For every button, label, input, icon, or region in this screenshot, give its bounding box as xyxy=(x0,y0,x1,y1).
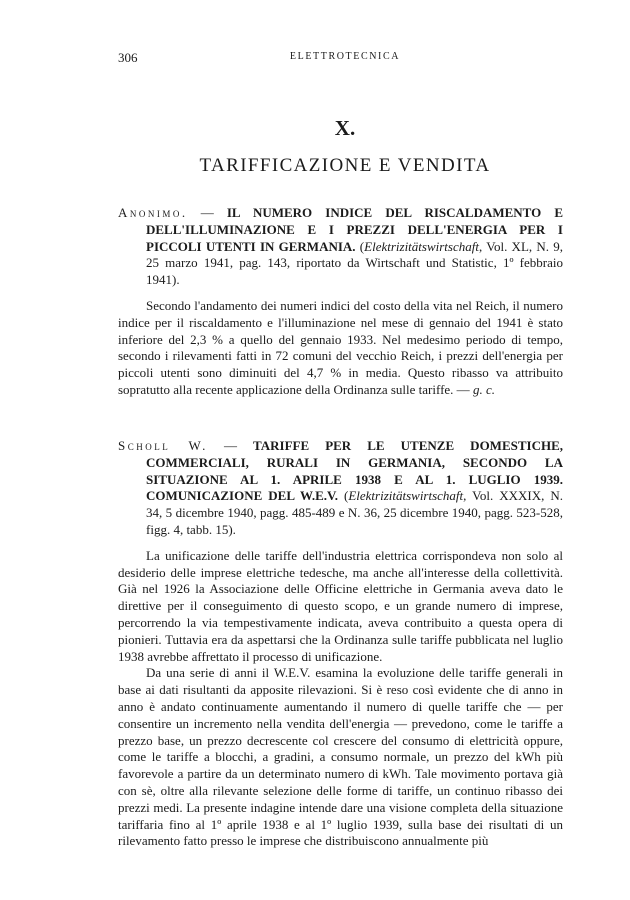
entry-paragraph: Da una serie di anni il W.E.V. esamina la evoluzione delle tariffe generali in base ai dati risultanti da apposite rilevazioni. Si è reso così evidente che di anno in anno è andato continuamente aumentando il numero di quelle tariffe che — per consentire un incremento nella vendita dell'energia — prevedono, come le tariffe a prezzo base, un prezzo decrescente col crescere del consumo di elettricità oppure, come le tariffe a blocchi, a gradini, a consumo normale, un prezzo del kWh più favorevole a partire da un determinato numero di kWh. Tale movimento portava già con sè, oltre alla rilevante selezione delle forme di tariffe, un continuo ribasso dei prezzi medi. La presente indagine intende dare una visione completa della situazione tariffaria fino al 1º aprile 1938 e al 1º luglio 1939, sulla base dei risultati di un rilevamento fatto presso le imprese che distribuiscono annualmente più xyxy=(118,665,563,849)
running-head xyxy=(118,50,572,66)
entry-author: Scholl W. xyxy=(118,438,208,453)
entry-source-details: , Vol. XXXIX, N. 34, 5 dicembre 1940, pagg. 485-489 e N. 36, 25 dicembre 1940, pagg. 523-528, figg. 4, tabb. 15). xyxy=(146,488,563,537)
entry-title: IL NUMERO INDICE DEL RISCALDAMENTO E DELL'ILLUMINAZIONE E I PREZZI DELL'ENERGIA PER I PICCOLI UTENTI IN GERMANIA. xyxy=(146,205,563,254)
entry-signature: g. c. xyxy=(472,381,495,397)
entry-dash: — xyxy=(187,205,227,220)
entry-source-open: ( xyxy=(337,488,349,504)
entry-body xyxy=(118,548,563,850)
entry-header xyxy=(118,438,563,539)
entry-source-open: ( xyxy=(355,238,365,254)
entry-source-details: , Vol. XL, N. 9, 25 marzo 1941, pag. 143, riportato da Wirtschaft und Statistic, 1º febbraio 1941). xyxy=(146,238,564,288)
entry-dash: — xyxy=(207,438,254,453)
running-title: ELETTROTECNICA xyxy=(289,51,401,62)
entry-paragraph: La unificazione delle tariffe dell'industria elettrica corrispondeva non solo al desiderio delle imprese elettriche tedesche, ma anche all'interesse della collettività. Già nel 1926 la Associazione delle Officine elettriche in Germania aveva dato le direttive per il conseguimento di questo scopo, e un grande numero di imprese, percorrendo la via tempestivamente indicata, aveva contribuito a questa opera di pionieri. Tuttavia era da aspettarsi che la Ordinanza sulle tariffe pubblicata nel luglio 1938 avrebbe affrettato il processo di unificazione. xyxy=(118,547,563,664)
page-number: 306 xyxy=(118,50,138,65)
chapter-number: X. xyxy=(334,116,356,140)
paragraph-text: Secondo l'andamento dei numeri indici del costo della vita nel Reich, il numero indice per il riscaldamento e l'illuminazione nel mese di gennaio del 1941 è stato inferiore del 2,3 % a quello del gennaio 1933. Nel medesimo periodo di tempo, secondo i rilevamenti fatti in 72 comuni del vecchio Reich, i prezzi dell'energia per piccoli utenti sono diminuiti del 4,7 % in media. Questo ribasso va attribuito sopratutto alla recente applicazione della Ordinanza sulle tariffe. — xyxy=(118,297,563,397)
chapter-title: TARIFFICAZIONE E VENDITA xyxy=(199,155,491,176)
entry-source-journal: Elektrizitätswirtschaft xyxy=(364,238,479,254)
entry-author: Anonimo. xyxy=(118,205,188,220)
entry-paragraph xyxy=(118,298,563,399)
entry-title: TARIFFE PER LE UTENZE DOMESTICHE, COMMERCIALI, RURALI IN GERMANIA, SECONDO LA SITUAZIONE AL 1. APRILE 1938 E AL 1. LUGLIO 1939. COMUNICAZIONE DEL W.E.V. xyxy=(146,438,564,504)
entry-body xyxy=(118,298,563,399)
bibliography-entry xyxy=(118,438,563,850)
entry-source-journal: Elektrizitätswirtschaft xyxy=(348,488,464,504)
bibliography-entry xyxy=(118,205,563,399)
entry-header xyxy=(118,205,563,289)
